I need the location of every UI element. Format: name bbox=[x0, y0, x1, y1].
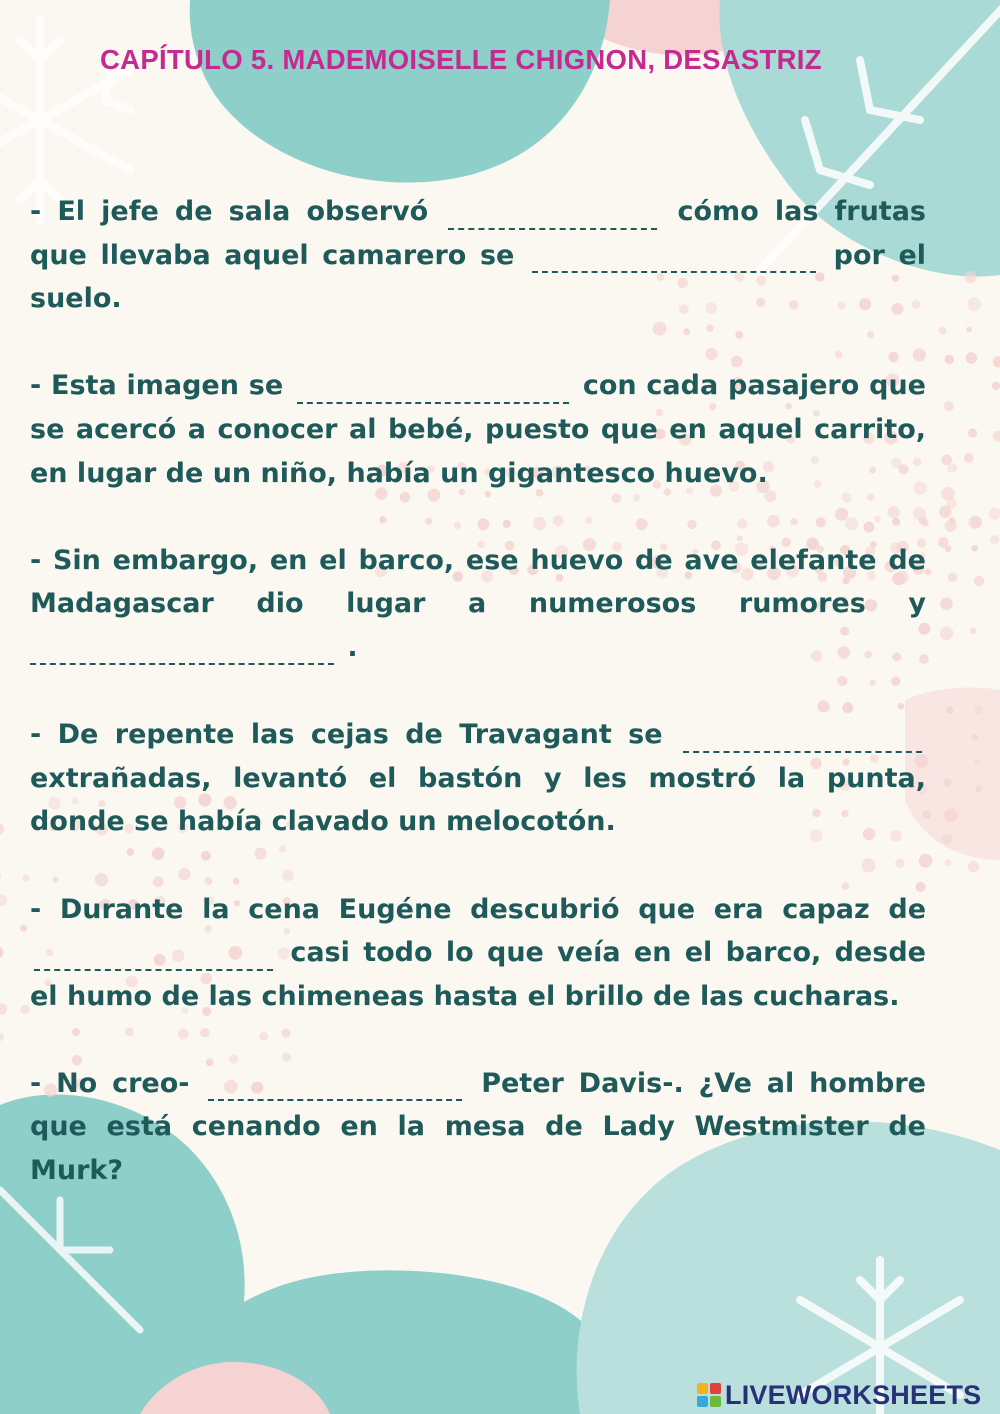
exercise-2 bbox=[30, 364, 926, 495]
exercise-5-blank[interactable] bbox=[34, 945, 273, 971]
exercise-1-text-after: por el suelo. bbox=[30, 239, 927, 315]
exercise-5-text-before: - Durante la cena Eugéne descubrió que era capaz de bbox=[30, 893, 926, 925]
logo-square-4 bbox=[710, 1396, 721, 1407]
exercise-1-blank-1[interactable] bbox=[448, 204, 657, 230]
liveworksheets-logo-icon bbox=[697, 1383, 721, 1407]
logo-text: LIVEWORKSHEETS bbox=[725, 1379, 982, 1410]
exercise-6 bbox=[30, 1062, 926, 1193]
exercise-3-blank[interactable] bbox=[30, 639, 334, 665]
liveworksheets-logo bbox=[697, 1380, 981, 1410]
exercise-2-text-after: con cada pasajero que se acercó a conocer al bebé, puesto que en aquel carrito, en lugar de un niño, había un gigantesco huevo. bbox=[30, 370, 926, 489]
exercise-5-text-after: casi todo lo que veía en el barco, desde el humo de las chimeneas hasta el brillo de las cucharas. bbox=[30, 937, 926, 1012]
exercise-5 bbox=[30, 888, 926, 1019]
exercise-4 bbox=[30, 713, 926, 844]
page-title: CAPÍTULO 5. MADEMOISELLE CHIGNON, DESASTRIZ bbox=[100, 44, 822, 75]
exercise-2-text-before: - Esta imagen se bbox=[30, 370, 284, 402]
exercise-6-text-after: Peter Davis-. ¿Ve al hombre que está cenando en la mesa de Lady Westmister de Murk? bbox=[30, 1067, 926, 1187]
exercise-4-text-after: extrañadas, levantó el bastón y les mostró la punta, donde se había clavado un melocotón. bbox=[30, 762, 926, 838]
exercise-4-blank[interactable] bbox=[683, 727, 922, 753]
exercise-3 bbox=[30, 539, 926, 670]
logo-square-3 bbox=[697, 1396, 708, 1407]
exercise-3-text-after: . bbox=[347, 631, 358, 663]
exercise-1-text-middle: cómo las frutas que llevaba aquel camarero se bbox=[30, 196, 926, 271]
exercise-1 bbox=[30, 190, 926, 321]
logo-square-1 bbox=[697, 1383, 708, 1394]
exercise-6-text-before: - No creo- bbox=[30, 1067, 190, 1099]
exercise-list bbox=[30, 190, 926, 1236]
teal-blob-top-center bbox=[190, 0, 610, 183]
exercise-1-blank-2[interactable] bbox=[532, 247, 816, 273]
exercise-3-text-before: - Sin embargo, en el barco, ese huevo de ave elefante de Madagascar dio lugar a numerosos rumores y bbox=[30, 544, 926, 620]
logo-square-2 bbox=[710, 1383, 721, 1394]
exercise-1-text-before: - El jefe de sala observó bbox=[30, 196, 429, 227]
exercise-2-blank[interactable] bbox=[297, 378, 569, 404]
exercise-4-text-before: - De repente las cejas de Travagant se bbox=[30, 719, 663, 751]
exercise-6-blank[interactable] bbox=[208, 1075, 462, 1101]
